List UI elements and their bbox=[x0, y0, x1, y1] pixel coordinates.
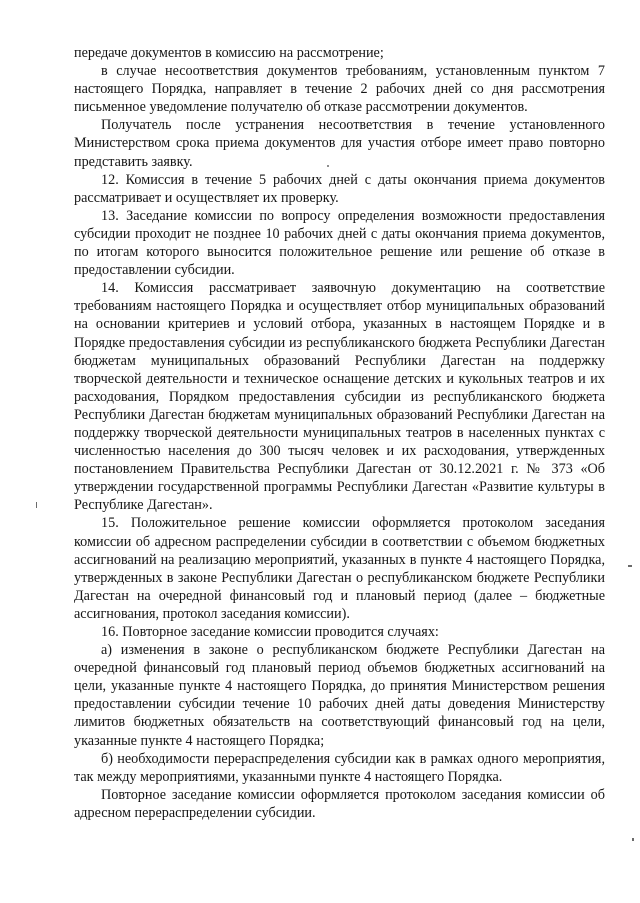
paragraph-repeat-meeting: Повторное заседание комиссии оформляется протоколом заседания комиссии об адресном перераспределении субсидии. bbox=[74, 786, 605, 821]
paragraph-item-16b: б) необходимости перераспределения субсидии как в рамках одного мероприятия, так между мероприятиями, указанными пункте 4 настоящего Порядка. bbox=[74, 750, 605, 785]
paragraph-item-13: 13. Заседание комиссии по вопросу определения возможности предоставления субсидии проходит не позднее 10 рабочих дней с даты окончания приема документов, по итогам которого выносится положительное решение или решение об отказе в предоставлении субсидии. bbox=[74, 207, 605, 279]
paragraph-item-15: 15. Положительное решение комиссии оформляется протоколом заседания комиссии об адресном распределении субсидии в соответствии с объемом бюджетных ассигнований на реализацию мероприятий, указанных в пункте 4 настоящего Порядка, утвержденных в законе Республики Дагестан о республиканском бюджете Республики Дагестан на очередной финансовый год и плановый период (далее – бюджетные ассигнования, протокол заседания комиссии). bbox=[74, 515, 605, 622]
paragraph-item-14: 14. Комиссия рассматривает заявочную документацию на соответствие требованиям настоящего Порядка и осуществляет отбор муниципальных образований на основании критериев и условий отбора, указанных в настоящем Порядке и в Порядке предоставления субсидии из республиканского бюджета Республики Дагестан бюджетам муниципальных образований Республики Дагестан на поддержку творческой деятельности и техническое оснащение детских и кукольных театров и их расходования, Порядком предоставления субсидии из республиканского бюджета Республики Дагестан бюджетам муниципальных образований Республики Дагестан на поддержку творческой деятельности муниципальных театров в населенных пунктах с численностью населения до 300 тысяч человек и их расходования, утвержденных постановлением Правительства Республики Дагестан от 30.12.2021 г. № 373 «Об утверждении государственной программы Республики Дагестан «Развитие культуры в Республике Дагестан». bbox=[74, 280, 605, 514]
paragraph-item-16a: а) изменения в законе о республиканском бюджете Республики Дагестан на очередной финансовый год плановый период объемов бюджетных ассигнований на цели, указанные пункте 4 настоящего Порядка, до принятия Министерством решения предоставлении субсидии течение 10 рабочих дней даты доведения Министерству лимитов бюджетных обязательств на соответствующий финансовый год на цели, указанные пункте 4 настоящего Порядка; bbox=[74, 642, 605, 749]
paragraph-continuation: передаче документов в комиссию на рассмотрение; bbox=[74, 45, 384, 61]
scan-speck bbox=[628, 565, 632, 567]
paragraph-item-16: 16. Повторное заседание комиссии проводится случаях: bbox=[101, 624, 439, 640]
document-body bbox=[74, 44, 605, 822]
scan-speck bbox=[327, 165, 329, 167]
paragraph-incompliance: в случае несоответствия документов требованиям, установленным пунктом 7 настоящего Порядка, направляет в течение 2 рабочих дней со дня рассмотрения письменное уведомление получателю об отказе рассмотрении документов. bbox=[74, 63, 605, 116]
scan-speck bbox=[36, 502, 37, 508]
paragraph-resubmission: Получатель после устранения несоответствия в течение установленного Министерством срока приема документов для участия отборе имеет право повторно представить заявку. bbox=[74, 117, 605, 170]
paragraph-item-12: 12. Комиссия в течение 5 рабочих дней с даты окончания приема документов рассматривает и осуществляет их проверку. bbox=[74, 171, 605, 206]
scan-speck bbox=[632, 838, 634, 841]
